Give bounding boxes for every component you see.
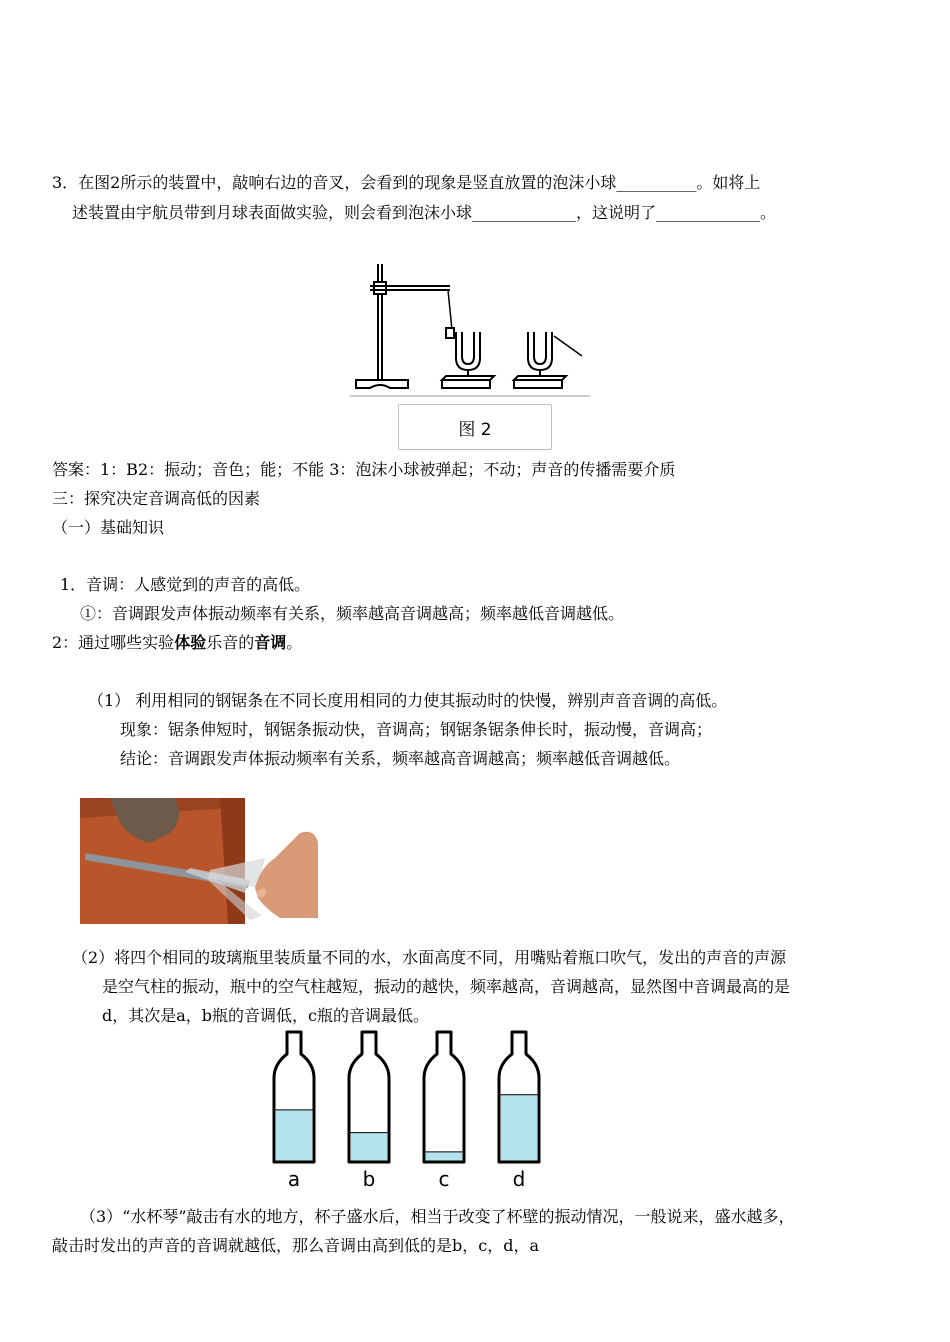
- bottles-figure: [268, 1026, 558, 1192]
- question-3-line-2: 述装置由宇航员带到月球表面做实验，则会看到泡沫小球_____________，这说明了_____________。: [72, 203, 777, 222]
- saw-blade-vibration-photo: [80, 798, 320, 924]
- item-2-suffix: 。: [286, 633, 303, 652]
- bottle-b-label: b: [362, 1167, 376, 1191]
- section-3-title: 三：探究决定音调高低的因素: [52, 489, 261, 508]
- figure-2-tuning-fork-apparatus: [350, 258, 590, 400]
- bottle-b-water: [351, 1133, 387, 1162]
- item-1-line-1: 1．音调：人感觉到的声音的高低。: [60, 575, 311, 594]
- experiment-1-line-2: 现象：锯条伸短时，钢锯条振动快，音调高；钢锯条锯条伸长时，振动慢，音调高；: [120, 720, 713, 739]
- item-2-heading: [52, 632, 302, 654]
- figure-2-caption: [398, 404, 552, 450]
- experiment-3-line-1: （3）“水杯琴”敲击有水的地方，杯子盛水后，相当于改变了杯壁的振动情况，一般说来，盛水越多，: [80, 1207, 795, 1226]
- experiment-3-line-2: 敲击时发出的声音的音调就越低，那么音调由高到低的是b，c，d，a: [52, 1236, 539, 1255]
- item-2-bold-2: 音调: [254, 633, 287, 652]
- bottle-d-water: [501, 1095, 537, 1162]
- question-3-line-1: 3．在图2所示的装置中，敲响右边的音叉，会看到的现象是竖直放置的泡沫小球__________。如将上: [52, 173, 761, 192]
- item-2-middle: 乐音的: [206, 633, 255, 652]
- bottle-d-label: d: [512, 1167, 526, 1191]
- bottle-c: [424, 1032, 464, 1191]
- item-2-prefix: 2：通过哪些实验: [52, 633, 175, 652]
- experiment-1-line-3: 结论：音调跟发声体振动频率有关系，频率越高音调越高；频率越低音调越低。: [120, 749, 681, 768]
- bottle-b: [349, 1032, 389, 1191]
- bottle-d: [499, 1032, 539, 1191]
- experiment-2-line-2: 是空气柱的振动，瓶中的空气柱越短，振动的越快，频率越高，音调越高，显然图中音调最高的是: [102, 977, 791, 996]
- item-1-line-2: ①：音调跟发声体振动频率有关系，频率越高音调越高；频率越低音调越低。: [80, 604, 625, 623]
- experiment-2-line-1: （2）将四个相同的玻璃瓶里装质量不同的水，水面高度不同，用嘴贴着瓶口吹气，发出的声音的声源: [72, 948, 787, 967]
- experiment-1-line-1: （1） 利用相同的钢锯条在不同长度用相同的力使其振动时的快慢，辨别声音音调的高低。: [88, 691, 728, 710]
- experiment-2-line-3: d，其次是a，b瓶的音调低，c瓶的音调最低。: [102, 1006, 429, 1025]
- bottle-c-outline: [424, 1032, 464, 1162]
- bottle-a-water: [276, 1110, 312, 1162]
- figure-2-caption-text: 图 2: [458, 419, 492, 440]
- bottle-a-label: a: [287, 1167, 301, 1191]
- answer-line: 答案：1：B2：振动；音色；能；不能 3：泡沫小球被弹起；不动；声音的传播需要介质: [52, 460, 676, 479]
- bottle-a: [274, 1032, 314, 1191]
- bottle-c-water: [426, 1152, 462, 1162]
- item-2-bold-1: 体验: [174, 633, 207, 652]
- section-3-subtitle: （一）基础知识: [52, 518, 165, 537]
- bottle-c-label: c: [438, 1167, 450, 1191]
